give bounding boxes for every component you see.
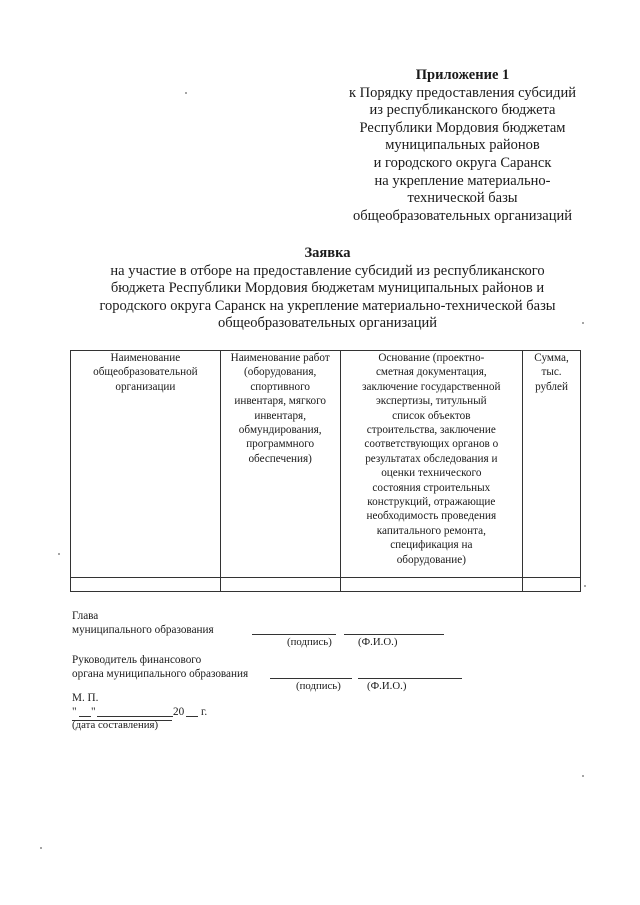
year-line: [186, 716, 198, 717]
scan-speck: [40, 847, 42, 849]
request-line: городского округа Саранск на укрепление материально-технической базы: [99, 297, 556, 314]
scan-speck: [584, 585, 586, 587]
day-line: [79, 716, 91, 717]
header-organization: Наименование общеобразовательной организации: [71, 351, 221, 578]
month-line: [97, 716, 173, 717]
request-line: общеобразовательных организаций: [218, 315, 437, 332]
finance-head-title: Руководитель финансового: [72, 654, 202, 666]
scan-speck: [582, 775, 584, 777]
application-table: [70, 350, 581, 592]
header-works: Наименование работ (оборудования, спортивного инвентаря, мягкого инвентаря, обмундирования, программного обеспечения): [220, 351, 340, 578]
signature-caption: (подпись): [287, 636, 332, 648]
signature-line: [252, 634, 336, 635]
name-caption: (Ф.И.О.): [358, 636, 398, 648]
table-cell: [71, 578, 221, 592]
date-quote-close: ": [91, 706, 96, 718]
appendix-line: муниципальных районов: [385, 137, 540, 154]
head-title-line2: муниципального образования: [72, 624, 214, 636]
appendix-line: на укрепление материально-: [374, 172, 551, 189]
finance-head-title-line2: органа муниципального образования: [72, 668, 249, 680]
date-year: 20: [173, 706, 185, 718]
name-line: [344, 634, 444, 635]
request-title: Заявка: [304, 245, 351, 261]
request-line: бюджета Республики Мордовия бюджетам муниципальных районов и: [110, 280, 545, 297]
header-basis: Основание (проектно- сметная документация, заключение государственной экспертизы, титульный список объектов строительства, заключение соответствующих органов о результатах обследования и оценки технического состояния строительных конструкций, отражающие необходимость проведения капитального ремонта, спецификация на оборудование): [340, 351, 522, 578]
table-cell: [523, 578, 581, 592]
signature-line: [270, 678, 352, 679]
appendix-line: технической базы: [407, 190, 518, 207]
scan-speck: [185, 92, 187, 94]
request-line: на участие в отборе на предоставление субсидий из республиканского: [110, 262, 545, 279]
table-row: [71, 578, 581, 592]
appendix-line: Республики Мордовия бюджетам: [359, 119, 566, 136]
date-suffix: г.: [201, 706, 208, 718]
head-title: Глава: [72, 610, 99, 622]
header-sum: Сумма, тыс. рублей: [523, 351, 581, 578]
date-quote-open: ": [72, 706, 77, 718]
appendix-line: и городского округа Саранск: [373, 154, 552, 171]
name-line: [358, 678, 462, 679]
table-cell: [220, 578, 340, 592]
table-cell: [340, 578, 522, 592]
appendix-title: Приложение 1: [415, 67, 510, 83]
stamp-place: М. П.: [72, 692, 99, 704]
signature-caption: (подпись): [296, 680, 341, 692]
appendix-line: общеобразовательных организаций: [353, 207, 572, 224]
table-header-row: [71, 351, 581, 578]
appendix-line: из республиканского бюджета: [369, 102, 556, 119]
date-caption: (дата составления): [72, 719, 159, 731]
appendix-line: к Порядку предоставления субсидий: [349, 84, 576, 101]
appendix-block: [330, 67, 595, 225]
scan-speck: [582, 322, 584, 324]
request-block: [60, 245, 595, 333]
name-caption: (Ф.И.О.): [367, 680, 407, 692]
scan-speck: [58, 553, 60, 555]
